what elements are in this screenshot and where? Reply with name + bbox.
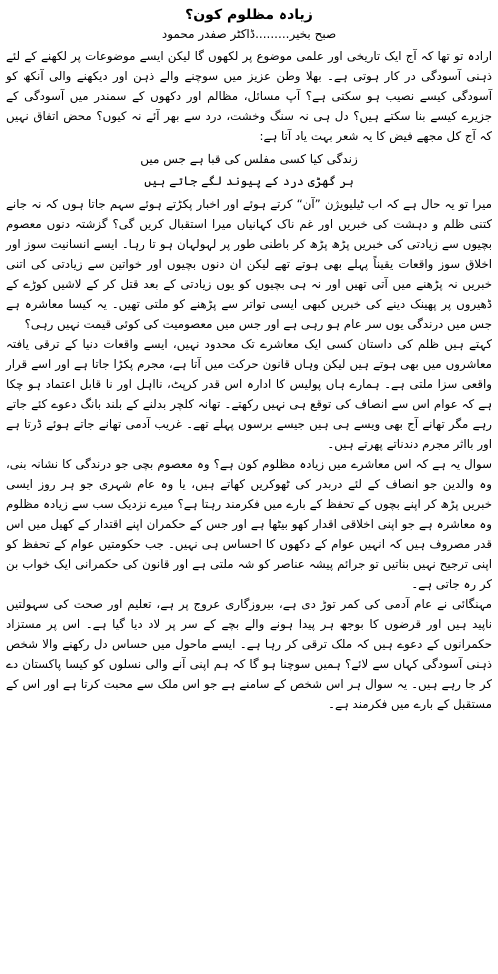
article-paragraph: سوال یہ ہے کہ اس معاشرے میں زیادہ مظلوم کون ہے؟ وہ معصوم بچی جو درندگی کا نشانہ بنی، وہ والدین جو انصاف کے لئے دربدر کی ٹھوکریں کھاتے ہیں، یا وہ عام شہری جو ہر روز ایسی خبریں پڑھ کر اپنے بچوں کے تحفظ کے بارے میں فکرمند رہتا ہے؟ میرے نزدیک سب سے زیادہ مظلوم وہ معاشرہ ہے جو اپنی اخلاقی اقدار کھو بیٹھا ہے اور جس کے حکمران اپنے اقتدار کے کھیل میں اس قدر مصروف ہیں کہ انہیں عوام کے دکھوں کا احساس ہی نہیں۔ جب حکومتیں عوام کے تحفظ کو اپنی ترجیح نہیں بناتیں تو جرائم پیشہ عناصر کو شہ ملتی ہے اور قانون کی حکمرانی ایک خواب بن کر رہ جاتی ہے۔: [6, 457, 492, 591]
verse-line: ہر گھڑی درد کے پیوند لگے جاتے ہیں: [144, 174, 354, 188]
verse-block: [6, 148, 492, 192]
article-paragraph: کہتے ہیں ظلم کی داستان کسی ایک معاشرے تک محدود نہیں، ایسے واقعات دنیا کے ترقی یافتہ معاشروں میں بھی ہوتے ہیں لیکن وہاں قانون حرکت میں آتا ہے، مجرم پکڑا جاتا ہے اور اسے قرار واقعی سزا ملتی ہے۔ ہمارے ہاں پولیس کا ادارہ اس قدر کرپٹ، نااہل اور نا قابل اعتماد ہو چکا ہے کہ عوام اس سے انصاف کی توقع ہی نہیں رکھتے۔ تھانہ کلچر بدلنے کے بلند بانگ دعوے کئے جاتے رہے مگر تھانے آج بھی ویسے ہی ہیں جیسے برسوں پہلے تھے۔ غریب آدمی تھانے جاتے ہوئے ڈرتا ہے اور بااثر مجرم دندناتے پھرتے ہیں۔: [6, 337, 492, 451]
article-paragraph: مہنگائی نے عام آدمی کی کمر توڑ دی ہے، بیروزگاری عروج پر ہے، تعلیم اور صحت کی سہولتیں ناپید ہیں اور قرضوں کا بوجھ ہر پیدا ہونے والے بچے کے سر پر لاد دیا گیا ہے۔ اس پر مستزاد حکمرانوں کے دعوے ہیں کہ ملک ترقی کر رہا ہے۔ ایسے ماحول میں حساس دل رکھنے والا شخص ذہنی آسودگی کہاں سے لائے؟ ہمیں سوچنا ہو گا کہ ہم اپنی آنے والی نسلوں کو کیسا پاکستان دے کر جا رہے ہیں۔ یہ سوال ہر اس شخص کے سامنے ہے جو اس ملک سے محبت کرتا ہے اور اس کے مستقبل کے بارے میں فکرمند ہے۔: [6, 597, 492, 711]
article-paragraph: میرا تو یہ حال ہے کہ اب ٹیلیویژن ”آن“ کرتے ہوئے اور اخبار پکڑتے ہوئے سہم جاتا ہوں کہ نہ جانے کتنی ظلم و دہشت کی خبریں اور غم ناک کہانیاں میرا استقبال کریں گی؟ گزشتہ دنوں معصوم بچیوں سے زیادتی کی خبریں پڑھ پڑھ کر باطنی طور پر لہولہان ہو تا رہا۔ ایسے انسانیت سوز اور اخلاق سوز واقعات یقیناً پہلے بھی ہوتے تھے لیکن ان دنوں بچیوں اور خواتین سے زیادتی کی اتنی خبریں نہ پڑھنے میں آتی تھیں اور نہ ہی بچیوں کو یوں زیادتی کے بعد قتل کر کے لاشیں کوڑے کے ڈھیروں پر پھینک دینے کی خبریں کبھی ایسی تواتر سے پڑھنے کو ملتی تھیں۔ یہ کیسا معاشرہ ہے جس میں درندگی یوں سر عام ہو رہی ہے اور جس میں معصومیت کی کوئی قیمت نہیں رہی؟: [6, 197, 492, 331]
article-title: زیادہ مظلوم کون؟: [185, 7, 313, 23]
article-byline: صبح بخیر.........ڈاکٹر صفدر محمود: [161, 27, 337, 41]
article-intro: ارادہ تو تھا کہ آج ایک تاریخی اور علمی موضوع پر لکھوں گا لیکن ایسے موضوعات پر لکھنے کے لئے ذہنی آسودگی در کار ہوتی ہے۔ بھلا وطن عزیز میں سوچنے والے ذہن اور دیکھنے والی آنکھ کو آسودگی کیسے نصیب ہو سکتی ہے؟ آپ مسائل، مظالم اور دکھوں کے سمندر میں آسودگی کے جزیرے کیسے بنا سکتے ہیں؟ دل ہی نہ سنگ وخشت، درد سے بھر آئے نہ کیوں؟ محض اتفاق نہیں کہ آج کل مجھے فیض کا یہ شعر بہت یاد آتا ہے:: [6, 49, 492, 143]
verse-line: زندگی کیا کسی مفلس کی قبا ہے جس میں: [140, 152, 358, 166]
